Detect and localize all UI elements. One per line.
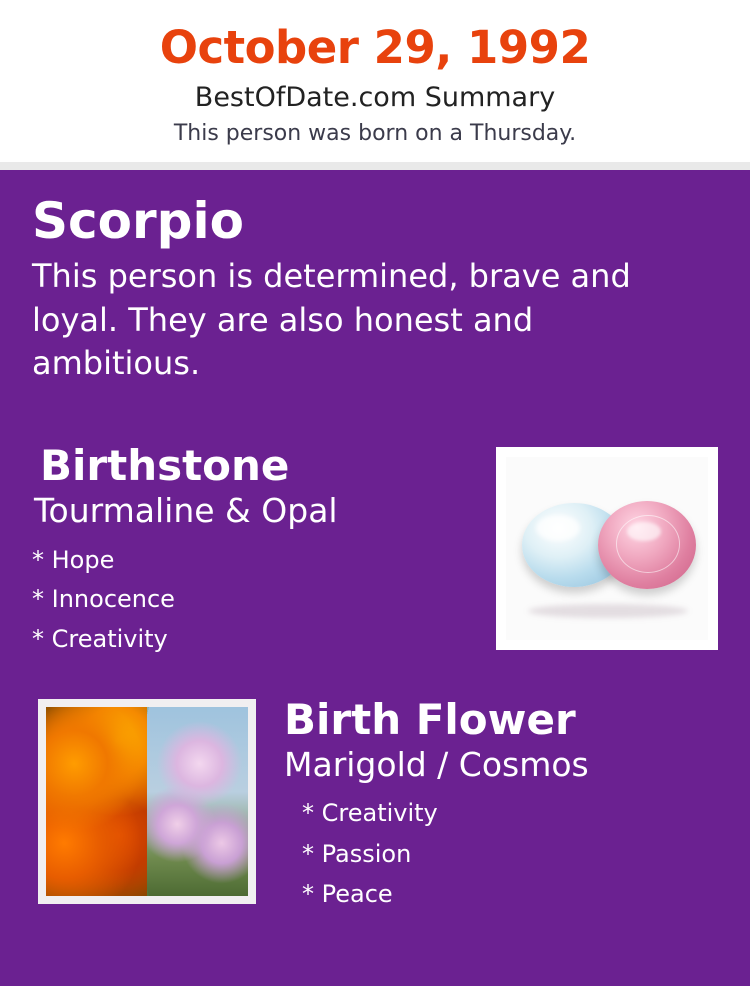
birth-flower-image-inner — [46, 707, 248, 896]
content-panel — [0, 170, 750, 986]
birthstone-image-inner — [506, 457, 708, 640]
gem-shadow — [528, 604, 688, 618]
list-item: * Passion — [302, 839, 412, 868]
zodiac-section — [32, 194, 718, 385]
list-item: * Hope — [32, 545, 115, 574]
birthstone-title: Birthstone — [40, 441, 290, 490]
page-header — [0, 0, 750, 162]
birthstone-image — [496, 447, 718, 650]
birth-day-note: This person was born on a Thursday. — [173, 120, 577, 146]
birthstone-section — [32, 443, 718, 663]
birth-flower-names: Marigold / Cosmos — [284, 745, 589, 785]
birth-flower-traits-list — [284, 793, 718, 915]
marigold-photo-icon — [46, 707, 147, 896]
zodiac-description: This person is determined, brave and loyal. They are also honest and ambitious. — [32, 257, 631, 382]
birth-flower-image — [38, 699, 256, 904]
birthstone-names: Tourmaline & Opal — [34, 491, 338, 531]
list-item: * Creativity — [302, 798, 438, 827]
birth-flower-title: Birth Flower — [284, 695, 576, 744]
birth-flower-section — [32, 697, 718, 927]
list-item: * Peace — [302, 880, 393, 909]
page-title: October 29, 1992 — [159, 21, 591, 74]
list-item: * Innocence — [32, 585, 175, 614]
list-item: * Creativity — [32, 624, 168, 653]
header-divider — [0, 162, 750, 170]
birth-flower-text — [284, 697, 718, 915]
site-summary-label: BestOfDate.com Summary — [194, 81, 556, 113]
zodiac-sign-title: Scorpio — [32, 192, 244, 251]
cosmos-photo-icon — [147, 707, 248, 896]
tourmaline-gem-icon — [598, 501, 696, 589]
